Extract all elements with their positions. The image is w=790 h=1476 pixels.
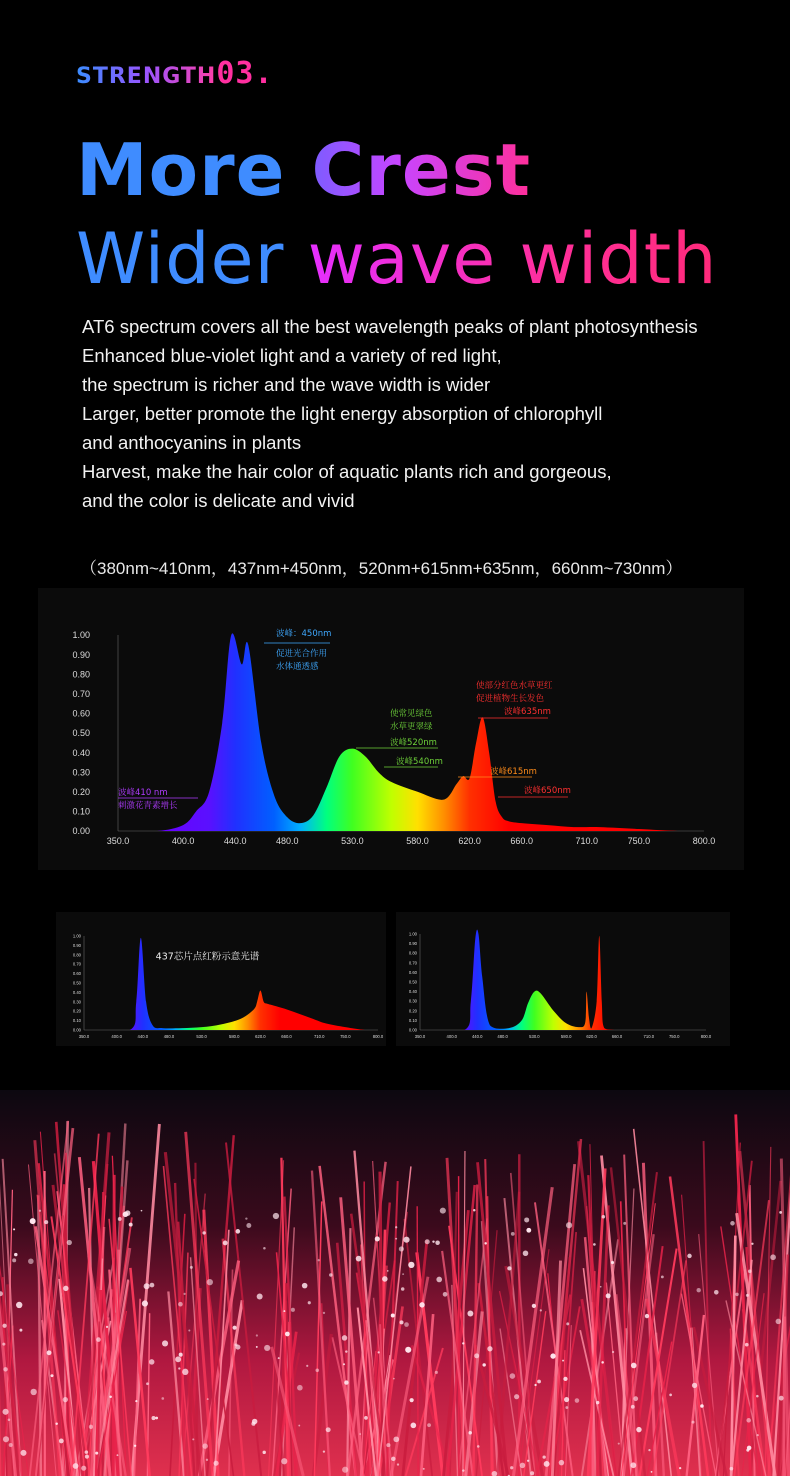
x-tick-label: 440.0 — [137, 1034, 149, 1040]
description-line: AT6 spectrum covers all the best wavelength peaks of plant photosynthesis — [82, 316, 698, 337]
chart-annotation: 波峰520nm — [390, 738, 437, 748]
y-tick-label: 0.20 — [72, 786, 90, 797]
page-subtitle — [76, 218, 718, 300]
y-tick-label: 0.50 — [408, 979, 417, 985]
x-tick-label: 800.0 — [692, 836, 716, 846]
x-tick-label: 400.0 — [111, 1034, 122, 1040]
subtitle-word-wider: Wider — [76, 218, 285, 300]
description-line: Harvest, make the hair color of aquatic plants rich and gorgeous, — [82, 461, 612, 482]
x-tick-label: 710.0 — [643, 1034, 655, 1040]
y-tick-label: 0.40 — [408, 989, 417, 995]
chart-annotation: 刺激花青素增长 — [118, 801, 178, 811]
chart-annotation: 使常见绿色 — [390, 709, 433, 719]
chart-annotation: 水体通透感 — [276, 662, 319, 672]
x-tick-label: 620.0 — [586, 1034, 597, 1040]
x-tick-label: 480.0 — [497, 1034, 508, 1040]
subtitle-word-wave-width: wave width — [307, 218, 718, 300]
y-tick-label: 0.20 — [408, 1008, 417, 1014]
x-tick-label: 440.0 — [471, 1034, 483, 1040]
spectrum-panel-comparison — [396, 912, 730, 1046]
x-tick-label: 660.0 — [510, 836, 533, 846]
y-tick-label: 0.60 — [72, 708, 90, 719]
description-line: the spectrum is richer and the wave width is wider — [82, 374, 491, 395]
plant-illustration — [0, 1090, 790, 1476]
x-tick-label: 620.0 — [458, 836, 481, 846]
description-line: and anthocyanins in plants — [82, 432, 302, 453]
x-tick-label: 800.0 — [372, 1034, 384, 1040]
chart-annotation: 波峰410 nm — [118, 788, 168, 798]
x-tick-label: 710.0 — [575, 836, 599, 846]
main-spectrum-panel — [38, 588, 744, 870]
chart-annotation: 波峰615nm — [490, 767, 537, 777]
x-tick-label: 530.0 — [341, 836, 364, 846]
strength-word: STRENGTH — [76, 64, 217, 89]
y-tick-label: 0.90 — [72, 942, 81, 948]
strength-number: 03. — [216, 56, 274, 91]
x-tick-label: 350.0 — [106, 836, 130, 846]
x-tick-label: 480.0 — [276, 836, 299, 846]
x-tick-label: 350.0 — [78, 1034, 90, 1040]
main-spectrum-chart — [38, 588, 744, 870]
chart-annotation: 波峰：450nm — [276, 629, 332, 639]
red-aquatic-plant-photo — [0, 1090, 790, 1476]
x-tick-label: 750.0 — [340, 1034, 351, 1040]
x-tick-label: 750.0 — [627, 836, 651, 846]
chart-annotation: 波峰650nm — [524, 786, 571, 796]
y-tick-label: 0.40 — [72, 989, 81, 995]
spectrum-area — [118, 633, 704, 831]
y-tick-label: 1.00 — [72, 933, 81, 939]
x-tick-label: 530.0 — [196, 1034, 207, 1040]
y-tick-label: 0.10 — [72, 806, 90, 817]
y-tick-label: 0.70 — [72, 688, 90, 699]
x-tick-label: 580.0 — [560, 1034, 572, 1040]
chart-annotation: 波峰540nm — [396, 757, 443, 767]
title-word-more: More — [76, 128, 286, 212]
y-tick-label: 0.00 — [408, 1027, 417, 1033]
y-tick-label: 0.80 — [72, 669, 90, 680]
y-tick-label: 0.80 — [408, 950, 417, 956]
y-tick-label: 0.30 — [72, 767, 90, 778]
y-tick-label: 0.70 — [408, 960, 417, 966]
y-tick-label: 0.60 — [408, 969, 417, 975]
x-tick-label: 480.0 — [163, 1034, 175, 1040]
x-tick-label: 580.0 — [406, 836, 429, 846]
y-tick-label: 1.00 — [72, 630, 90, 641]
chart-annotation: 波峰635nm — [504, 707, 551, 717]
description-line: Enhanced blue-violet light and a variety of red light, — [82, 345, 502, 366]
x-tick-label: 580.0 — [229, 1034, 240, 1040]
y-tick-label: 1.00 — [408, 931, 417, 937]
wavelength-ranges: （380nm~410nm，437nm+450nm，520nm+615nm+635nm，660nm~730nm） — [80, 559, 683, 578]
chart-title: 437芯片点红粉示意光谱 — [155, 951, 260, 963]
x-tick-label: 660.0 — [281, 1034, 292, 1040]
title-word-crest: Crest — [311, 128, 531, 212]
y-tick-label: 0.30 — [408, 998, 417, 1004]
y-tick-label: 0.30 — [72, 999, 81, 1005]
y-tick-label: 0.00 — [72, 1027, 81, 1033]
spectrum-panel-437 — [56, 912, 386, 1046]
x-tick-label: 400.0 — [171, 836, 195, 846]
description-line: and the color is delicate and vivid — [82, 490, 355, 511]
page-title — [76, 128, 531, 212]
chart-annotation: 促进光合作用 — [276, 649, 328, 659]
y-tick-label: 0.50 — [72, 980, 81, 986]
x-tick-label: 620.0 — [255, 1034, 266, 1040]
spectrum-area — [420, 930, 706, 1030]
y-tick-label: 0.10 — [72, 1018, 81, 1024]
y-tick-label: 0.40 — [72, 747, 90, 758]
description — [82, 312, 698, 515]
x-tick-label: 800.0 — [700, 1034, 712, 1040]
y-tick-label: 0.70 — [72, 961, 81, 967]
y-tick-label: 0.90 — [72, 649, 90, 660]
y-tick-label: 0.10 — [408, 1017, 417, 1023]
y-tick-label: 0.90 — [408, 941, 417, 947]
chart-annotation: 使部分红色水草更红 — [476, 681, 553, 691]
x-tick-label: 710.0 — [313, 1034, 325, 1040]
x-tick-label: 750.0 — [668, 1034, 680, 1040]
y-tick-label: 0.20 — [72, 1008, 81, 1014]
chart-annotation: 水草更翠绿 — [390, 722, 433, 732]
x-tick-label: 350.0 — [414, 1034, 426, 1040]
strength-tag — [76, 56, 274, 91]
chart-annotation: 促进植物生长发色 — [476, 694, 545, 704]
y-tick-label: 0.00 — [72, 826, 90, 837]
y-tick-label: 0.50 — [72, 728, 90, 739]
x-tick-label: 530.0 — [529, 1034, 540, 1040]
x-tick-label: 400.0 — [446, 1034, 458, 1040]
x-tick-label: 660.0 — [611, 1034, 623, 1040]
x-tick-label: 440.0 — [223, 836, 247, 846]
spectrum-chart-comparison — [396, 912, 730, 1046]
y-tick-label: 0.80 — [72, 952, 81, 958]
y-tick-label: 0.60 — [72, 971, 81, 977]
description-line: Larger, better promote the light energy absorption of chlorophyll — [82, 403, 603, 424]
spectrum-chart-437 — [56, 912, 386, 1046]
